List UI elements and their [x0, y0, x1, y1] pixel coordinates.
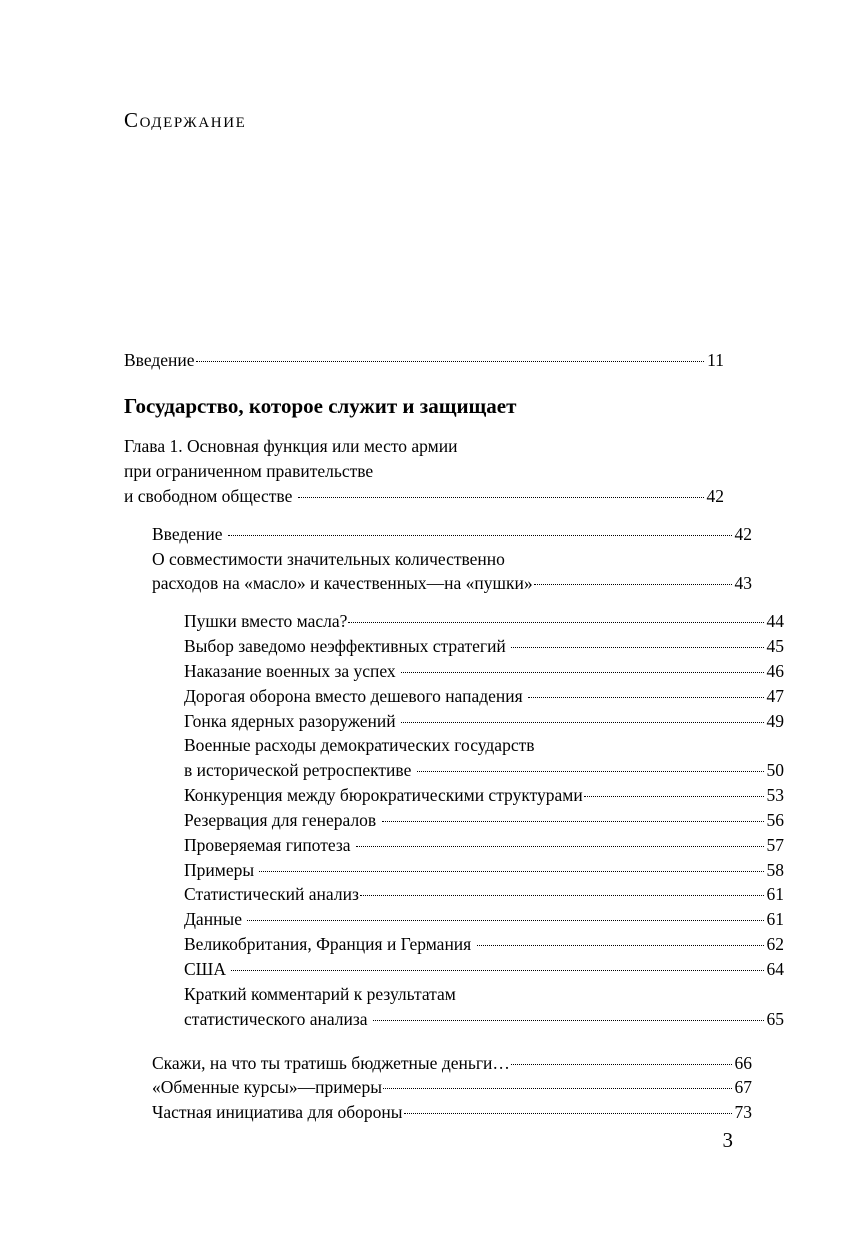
toc-entry-label: «Обменные курсы»—примеры	[152, 1077, 382, 1098]
toc-entry-label: Конкуренция между бюрократическими структурами	[184, 785, 583, 806]
dot-leader	[298, 497, 704, 498]
list-item[interactable]	[184, 684, 784, 709]
toc-entry-page: 66	[734, 1052, 752, 1073]
toc-entry-label: Выбор заведомо неэффективных стратегий	[184, 636, 511, 657]
toc-entry-page: 57	[766, 834, 784, 855]
toc-entry-private-initiative[interactable]	[152, 1100, 752, 1125]
toc-entry-chapter-1[interactable]	[124, 434, 724, 509]
toc-entry-label: Скажи, на что ты тратишь бюджетные деньги…	[152, 1052, 510, 1073]
dot-leader	[401, 722, 763, 723]
toc-entry-page: 53	[766, 785, 784, 806]
dot-leader	[417, 771, 764, 772]
list-item[interactable]	[124, 982, 784, 1032]
toc-entry-page: 46	[766, 660, 784, 681]
toc-entry-line-2	[184, 758, 784, 783]
dot-leader	[196, 361, 705, 362]
toc-entry-label: Наказание военных за успех	[184, 660, 401, 681]
toc-entry-page: 62	[766, 934, 784, 955]
toc-entry-page: 50	[766, 760, 784, 781]
dot-leader	[511, 647, 763, 648]
list-item[interactable]	[184, 858, 784, 883]
table-of-contents	[124, 348, 784, 1125]
toc-entry-page: 42	[734, 523, 752, 544]
toc-entry-page: 42	[706, 485, 724, 506]
toc-entry-label: Дорогая оборона вместо дешевого нападения	[184, 685, 528, 706]
toc-entry-page: 73	[734, 1102, 752, 1123]
toc-entry-label: расходов на «масло» и качественных—на «пушки»	[152, 573, 533, 594]
dot-leader	[401, 672, 763, 673]
toc-entry-line-2	[184, 1007, 784, 1032]
toc-entry-label: Пушки вместо масла?	[184, 611, 348, 632]
toc-entry-label: статистического анализа	[184, 1008, 372, 1029]
toc-entry-label: Введение	[152, 523, 227, 544]
page-number: 3	[722, 1128, 733, 1152]
dot-leader	[382, 821, 764, 822]
dot-leader	[511, 1064, 732, 1065]
toc-entry-label: Введение	[124, 350, 195, 370]
dot-leader	[584, 796, 764, 797]
toc-entry-label: и свободном обществе	[124, 485, 297, 506]
toc-entry-page: 11	[707, 350, 724, 370]
list-item[interactable]	[184, 932, 784, 957]
toc-entry-page: 61	[766, 884, 784, 905]
toc-entry-label: Гонка ядерных разоружений	[184, 710, 401, 731]
toc-entry-page: 65	[766, 1008, 784, 1029]
list-item[interactable]	[184, 634, 784, 659]
list-item[interactable]	[184, 957, 784, 982]
toc-entry-label: Статистический анализ	[184, 884, 359, 905]
toc-entry-label: в исторической ретроспективе	[184, 760, 416, 781]
list-item[interactable]	[184, 907, 784, 932]
toc-entry-introduction[interactable]	[124, 348, 724, 373]
toc-entry-label: Примеры	[184, 859, 259, 880]
list-item[interactable]	[124, 733, 784, 783]
toc-entry-label: Резервация для генералов	[184, 809, 381, 830]
list-item[interactable]	[184, 609, 784, 634]
toc-part-heading: Государство, которое служит и защищает	[124, 393, 517, 418]
toc-entry-page: 56	[766, 809, 784, 830]
toc-entry-label: Великобритания, Франция и Германия	[184, 934, 476, 955]
toc-entry-chapter1-introduction[interactable]	[152, 522, 752, 547]
list-item[interactable]	[184, 709, 784, 734]
toc-entry-compatibility[interactable]	[124, 547, 752, 597]
toc-header	[124, 108, 724, 133]
toc-entry-label: Частная инициатива для обороны	[152, 1102, 403, 1123]
toc-entry-line-1: Глава 1. Основная функция или место армии	[124, 436, 458, 457]
dot-leader	[231, 970, 763, 971]
dot-leader	[356, 846, 764, 847]
toc-entry-label: Данные	[184, 909, 247, 930]
toc-entry-page: 61	[766, 909, 784, 930]
toc-entry-line-1: Краткий комментарий к результатам	[184, 983, 456, 1004]
dot-leader	[228, 535, 732, 536]
list-item[interactable]	[184, 783, 784, 808]
dot-leader	[383, 1088, 732, 1089]
toc-entry-label: США	[184, 959, 231, 980]
list-item[interactable]	[184, 808, 784, 833]
toc-entry-line-3	[124, 484, 724, 509]
toc-entry-page: 44	[766, 611, 784, 632]
dot-leader	[373, 1020, 764, 1021]
list-item[interactable]	[184, 659, 784, 684]
toc-entry-page: 58	[766, 859, 784, 880]
toc-entry-page: 64	[766, 959, 784, 980]
dot-leader	[360, 895, 764, 896]
toc-entry-line-2	[152, 571, 752, 596]
dot-leader	[348, 622, 763, 623]
toc-entry-label: Проверяемая гипотеза	[184, 834, 355, 855]
toc-entry-page: 47	[766, 685, 784, 706]
list-item[interactable]	[184, 833, 784, 858]
dot-leader	[404, 1113, 732, 1114]
dot-leader	[259, 871, 763, 872]
dot-leader	[528, 697, 763, 698]
toc-entry-page: 67	[734, 1077, 752, 1098]
toc-entry-exchange-rates[interactable]	[152, 1075, 752, 1100]
toc-entry-line-1: О совместимости значительных количественно	[152, 548, 505, 569]
toc-entry-budget-money[interactable]	[152, 1051, 752, 1076]
dot-leader	[534, 584, 732, 585]
toc-entry-page: 49	[766, 710, 784, 731]
toc-entry-page: 45	[766, 636, 784, 657]
toc-entry-page: 43	[734, 573, 752, 594]
toc-entry-line-2: при ограниченном правительстве	[124, 460, 374, 481]
dot-leader	[247, 920, 763, 921]
toc-entry-line-1: Военные расходы демократических государств	[184, 735, 535, 756]
dot-leader	[477, 945, 764, 946]
page-title: Содержание	[124, 108, 247, 132]
list-item[interactable]	[184, 882, 784, 907]
